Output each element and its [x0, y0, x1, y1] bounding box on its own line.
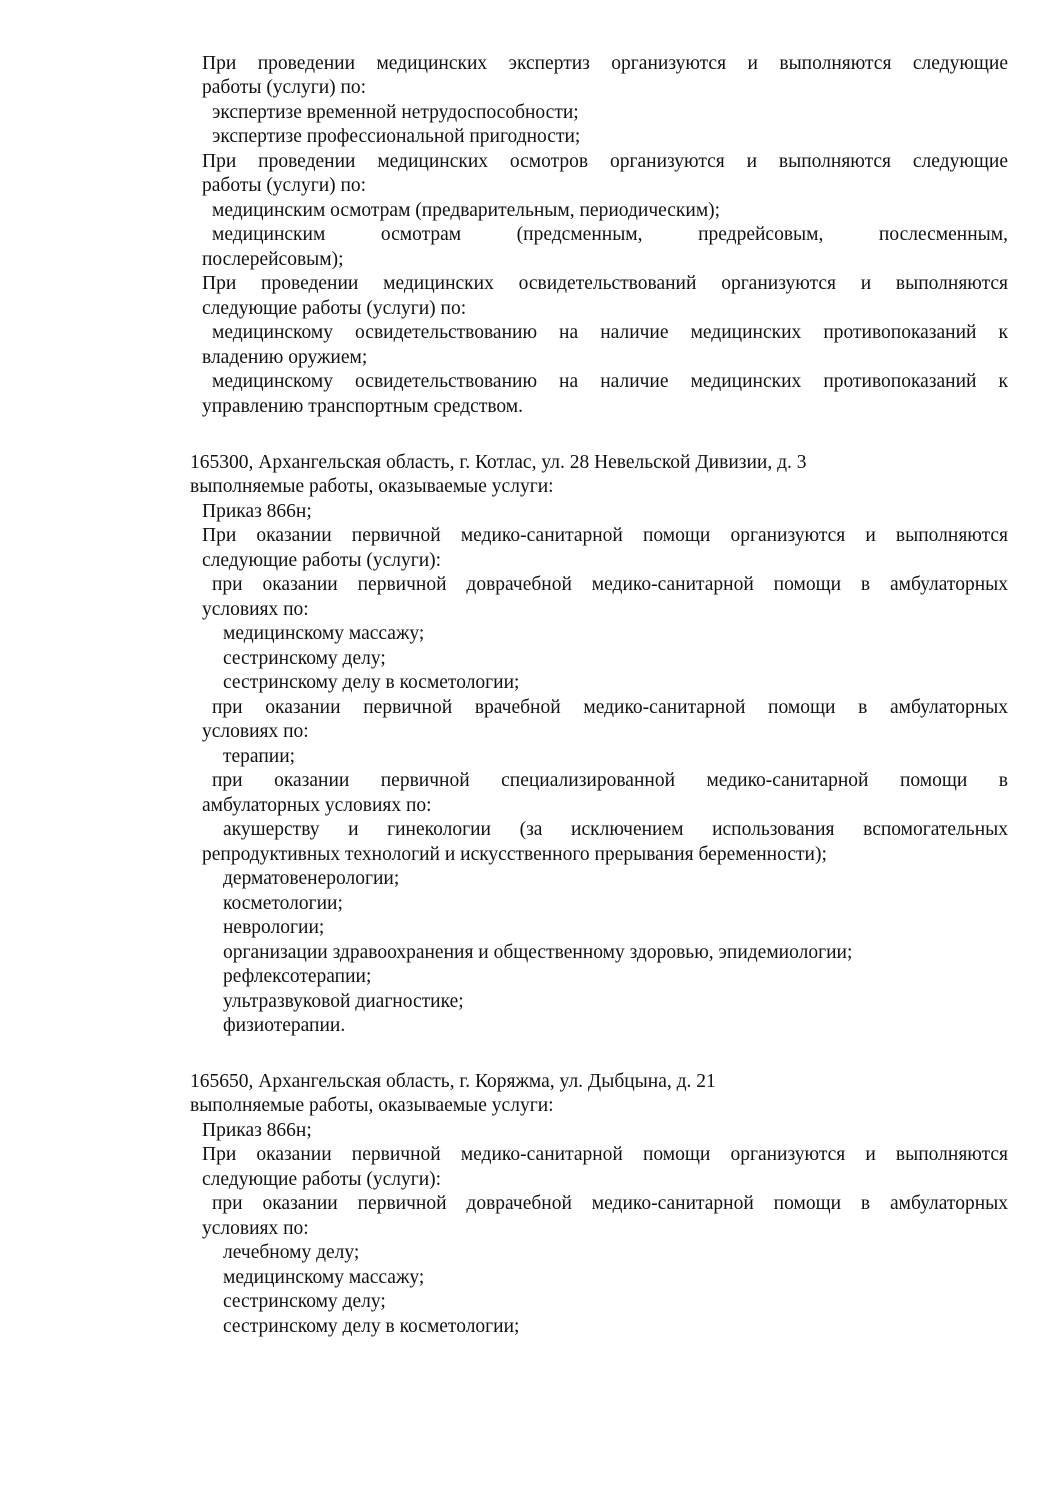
- list-item: сестринскому делу;: [223, 1291, 386, 1312]
- word: помощи: [899, 770, 968, 791]
- list-item: терапии;: [223, 746, 296, 767]
- paragraph-line: работы (услуги) по:: [202, 175, 367, 196]
- paragraph-line: следующие работы (услуги):: [202, 1169, 442, 1190]
- paragraph-line: репродуктивных технологий и искусственного прерывания беременности);: [202, 844, 827, 865]
- address-heading: 165650, Архангельская область, г. Коряжма, ул. Дыбцына, д. 21: [190, 1071, 716, 1092]
- list-item: акушерству и гинекологии (за исключением использования вспомогательных: [223, 819, 1008, 840]
- list-item: сестринскому делу;: [223, 648, 386, 669]
- list-item: экспертизе временной нетрудоспособности;: [212, 102, 579, 123]
- paragraph-line: амбулаторных условиях по:: [202, 795, 432, 816]
- paragraph-line: владению оружием;: [202, 347, 368, 368]
- list-item: физиотерапии.: [223, 1015, 346, 1036]
- list-item: косметологии;: [223, 893, 343, 914]
- list-item: неврологии;: [223, 917, 325, 938]
- paragraph-line: условиях по:: [202, 599, 309, 620]
- order-reference: Приказ 866н;: [202, 1120, 312, 1141]
- paragraph-line: условиях по:: [202, 721, 309, 742]
- list-item: [212, 223, 1008, 247]
- word: медико-санитарной: [706, 770, 869, 791]
- paragraph-line: следующие работы (услуги) по:: [202, 298, 467, 319]
- list-item: дерматовенерологии;: [223, 868, 400, 889]
- list-item: медицинскому освидетельствованию на наличие медицинских противопоказаний к: [212, 322, 1008, 343]
- list-item: сестринскому делу в косметологии;: [223, 672, 520, 693]
- list-item: экспертизе профессиональной пригодности;: [212, 126, 581, 147]
- order-reference: Приказ 866н;: [202, 501, 312, 522]
- list-item: при оказании первичной врачебной медико-санитарной помощи в амбулаторных: [212, 697, 1008, 718]
- list-item: лечебному делу;: [223, 1242, 360, 1263]
- paragraph-line: При проведении медицинских освидетельствований организуются и выполняются: [202, 273, 1008, 294]
- list-item: [212, 769, 1008, 793]
- word: первичной: [380, 770, 470, 791]
- paragraph-line: следующие работы (услуги):: [202, 550, 442, 571]
- works-label: выполняемые работы, оказываемые услуги:: [190, 476, 554, 497]
- list-item: рефлексотерапии;: [223, 966, 372, 987]
- paragraph-line: При проведении медицинских осмотров организуются и выполняются следующие: [202, 151, 1008, 172]
- paragraph-line: условиях по:: [202, 1218, 309, 1239]
- list-item: ультразвуковой диагностике;: [223, 991, 464, 1012]
- list-item: организации здравоохранения и общественному здоровью, эпидемиологии;: [223, 942, 853, 963]
- paragraph-line: работы (услуги) по:: [202, 77, 367, 98]
- paragraph-line: послерейсовым);: [202, 249, 344, 270]
- list-item: медицинским осмотрам (предварительным, периодическим);: [212, 200, 721, 221]
- list-item: медицинскому освидетельствованию на наличие медицинских противопоказаний к: [212, 371, 1008, 392]
- list-item: при оказании первичной доврачебной медико-санитарной помощи в амбулаторных: [212, 1193, 1008, 1214]
- list-item: сестринскому делу в косметологии;: [223, 1316, 520, 1337]
- word: предрейсовым,: [698, 224, 824, 245]
- paragraph-line: При оказании первичной медико-санитарной помощи организуются и выполняются: [202, 525, 1008, 546]
- word: специализированной: [501, 770, 676, 791]
- word: осмотрам: [380, 224, 462, 245]
- address-heading: 165300, Архангельская область, г. Котлас, ул. 28 Невельской Дивизии, д. 3: [190, 452, 807, 473]
- word: при: [212, 770, 243, 791]
- word: медицинским: [212, 224, 326, 245]
- paragraph-line: При проведении медицинских экспертиз организуются и выполняются следующие: [202, 53, 1008, 74]
- word: (предсменным,: [516, 224, 643, 245]
- word: послесменным,: [878, 224, 1008, 245]
- word: в: [998, 770, 1008, 791]
- paragraph-line: управлению транспортным средством.: [202, 396, 524, 417]
- works-label: выполняемые работы, оказываемые услуги:: [190, 1095, 554, 1116]
- list-item: при оказании первичной доврачебной медико-санитарной помощи в амбулаторных: [212, 574, 1008, 595]
- list-item: медицинскому массажу;: [223, 623, 425, 644]
- word: оказании: [274, 770, 350, 791]
- list-item: медицинскому массажу;: [223, 1267, 425, 1288]
- paragraph-line: При оказании первичной медико-санитарной помощи организуются и выполняются: [202, 1144, 1008, 1165]
